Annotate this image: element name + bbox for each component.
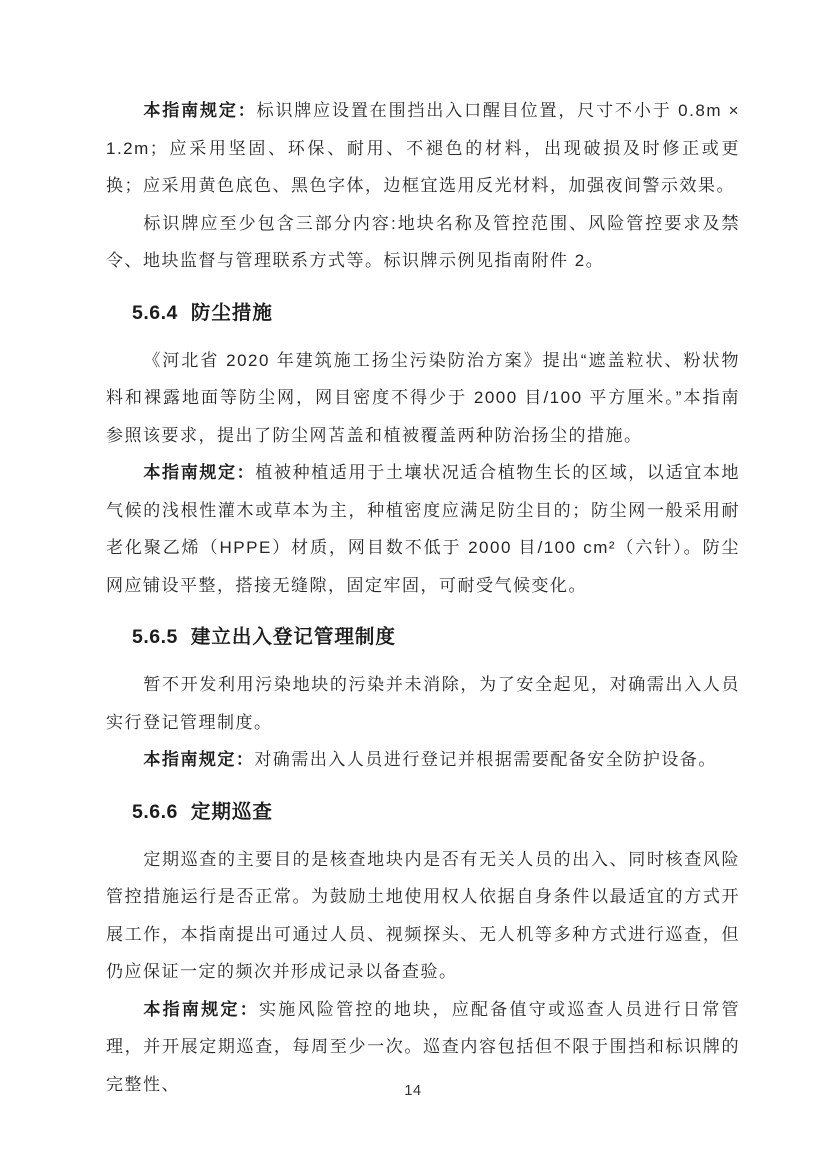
text-run: 标识牌应至少包含三部分内容:地块名称及管控范围、风险管控要求及禁令、地块监督与管理联系方式等。标识牌示例见指南附件 2。 — [106, 213, 740, 270]
section-title: 定期巡查 — [190, 800, 273, 823]
text-run: 实施风险管控的地块，应配备值守或巡查人员进行日常管理，并开展定期巡查，每周至少一次。巡查内容包括但不限于围挡和标识牌的完整性、 — [106, 999, 741, 1094]
section-title: 建立出入登记管理制度 — [190, 626, 396, 648]
bold-inline-label: 本指南规定： — [143, 999, 260, 1019]
document-body — [106, 92, 740, 1103]
text-run: 对确需出入人员进行登记并根据需要配备安全防护设备。 — [254, 750, 717, 769]
paragraph — [106, 205, 740, 280]
text-run: 定期巡查的主要目的是核查地块内是否有无关人员的出入、同时核查风险管控措施运行是否正常。为鼓励土地使用权人依据自身条件以最适宜的方式开展工作，本指南提出可通过人员、视频探头、无人机等多种方式进行巡查，但仍应保证一定的频次并形成记录以备查验。 — [106, 849, 740, 981]
text-run: 标识牌应设置在围挡出入口醒目位置，尺寸不小于 0.8m × 1.2m；应采用坚固、环保、耐用、不褪色的材料，出现破损及时修正或更换；应采用黄色底色、黑色字体，边框宜选用反光材料，加强夜间警示效果。 — [106, 101, 740, 195]
section-heading — [132, 797, 740, 827]
paragraph — [106, 342, 740, 455]
section-number: 5.6.6 — [132, 800, 178, 823]
text-run: 植被种植适用于土壤状况适合植物生长的区域，以适宜本地气候的浅根性灌木或草本为主，种植密度应满足防尘目的；防尘网一般采用耐老化聚乙烯（HPPE）材质，网目数不低于 2000 目/100 cm²（六针）。防尘网应铺设平整，搭接无缝隙，固定牢固，可耐受气候变化。 — [106, 463, 741, 595]
paragraph — [106, 92, 740, 205]
bold-inline-label: 本指南规定： — [143, 463, 256, 482]
paragraph — [106, 454, 740, 604]
paragraph — [106, 841, 740, 991]
bold-inline-label: 本指南规定： — [143, 101, 257, 120]
section-number: 5.6.4 — [132, 301, 178, 324]
section-title: 防尘措施 — [190, 301, 273, 324]
section-heading — [132, 298, 740, 328]
text-run: 暂不开发利用污染地块的污染并未消除，为了安全起见，对确需出入人员实行登记管理制度。 — [106, 675, 740, 732]
page-number: 14 — [404, 1083, 422, 1099]
paragraph — [106, 741, 740, 779]
section-heading — [132, 622, 740, 652]
text-run: 《河北省 2020 年建筑施工扬尘污染防治方案》提出“遮盖粒状、粉状物料和裸露地面等防尘网，网目密度不得少于 2000 目/100 平方厘米。”本指南参照该要求，提出了防尘网苫盖和植被覆盖两种防治扬尘的措施。 — [106, 350, 740, 445]
paragraph — [106, 666, 740, 741]
bold-inline-label: 本指南规定： — [143, 750, 255, 769]
section-number: 5.6.5 — [132, 626, 178, 648]
